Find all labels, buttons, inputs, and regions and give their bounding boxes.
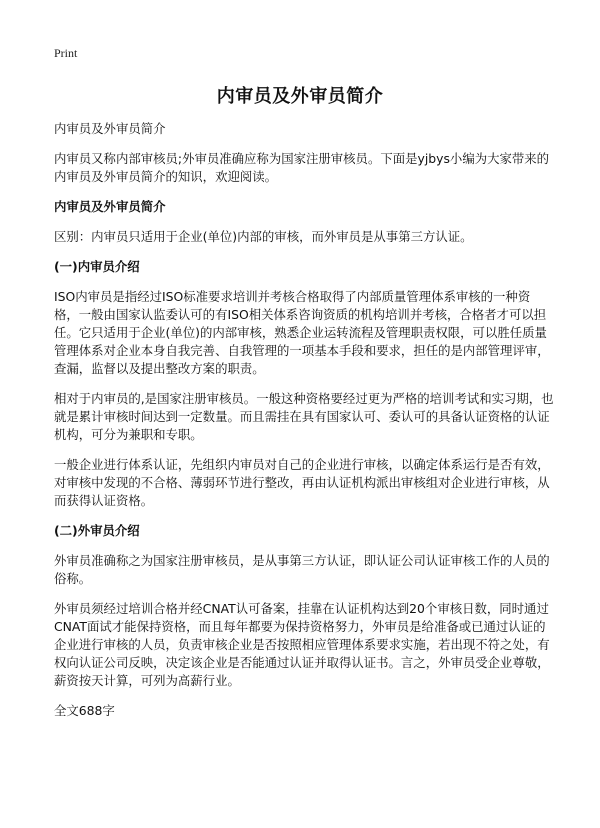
difference-paragraph: 区别：内审员只适用于企业(单位)内部的审核，而外审员是从事第三方认证。 <box>54 229 473 244</box>
page-title: 内审员及外审员简介 <box>216 86 384 107</box>
external-paragraph-1: 外审员准确称之为国家注册审核员，是从事第三方认证，即认证公司认证审核工作的人员的俗称。 <box>54 553 550 586</box>
internal-auditor-heading: (一)内审员介绍 <box>54 259 140 274</box>
external-auditor-heading: (二)外审员介绍 <box>54 523 140 538</box>
intro-paragraph: 内审员又称内部审核员;外审员准确应称为国家注册审核员。下面是yjbys小编为大家带来的内审员及外审员简介的知识，欢迎阅读。 <box>54 151 550 184</box>
internal-paragraph-1: ISO内审员是指经过ISO标准要求培训并考核合格取得了内部质量管理体系审核的一种资格，一般由国家认监委认可的有ISO相关体系咨询资质的机构培训并考核，合格者才可以担任。它只适用于企业(单位)的内部审核，熟悉企业运转流程及管理职责权限，可以胜任质量管理体系对企业本身自我完善、自我管理的一项基本手段和要求，担任的是内部管理评审，查漏，监督以及提出整改方案的职责。 <box>54 289 550 376</box>
article-body <box>54 120 554 720</box>
external-paragraph-2: 外审员须经过培训合格并经CNAT认可备案，挂靠在认证机构达到20个审核日数，同时通过CNAT面试才能保持资格，而且每年都要为保持资格努力，外审员是给准备或已通过认证的企业进行审核的人员，负责审核企业是否按照相应管理体系要求实施，若出现不符之处，有权向认证公司反映，决定该企业是否能通过认证并取得认证书。言之，外审员受企业尊敬，薪资按天计算，可列为高薪行业。 <box>54 601 550 688</box>
internal-paragraph-3: 一般企业进行体系认证，先组织内审员对自己的企业进行审核，以确定体系运行是否有效，对审核中发现的不合格、薄弱环节进行整改，再由认证机构派出审核组对企业进行审核，从而获得认证资格。 <box>54 457 550 508</box>
word-count: 全文688字 <box>54 703 115 718</box>
print-link[interactable]: Print <box>54 46 78 60</box>
article-subtitle: 内审员及外审员简介 <box>54 121 166 136</box>
internal-paragraph-2: 相对于内审员的,是国家注册审核员。一般这种资格要经过更为严格的培训考试和实习期，也就是累计审核时间达到一定数量。而且需挂在具有国家认可、委认可的具备认证资格的认证机构，可分为兼职和专职。 <box>54 391 554 442</box>
section-heading: 内审员及外审员简介 <box>54 199 166 214</box>
